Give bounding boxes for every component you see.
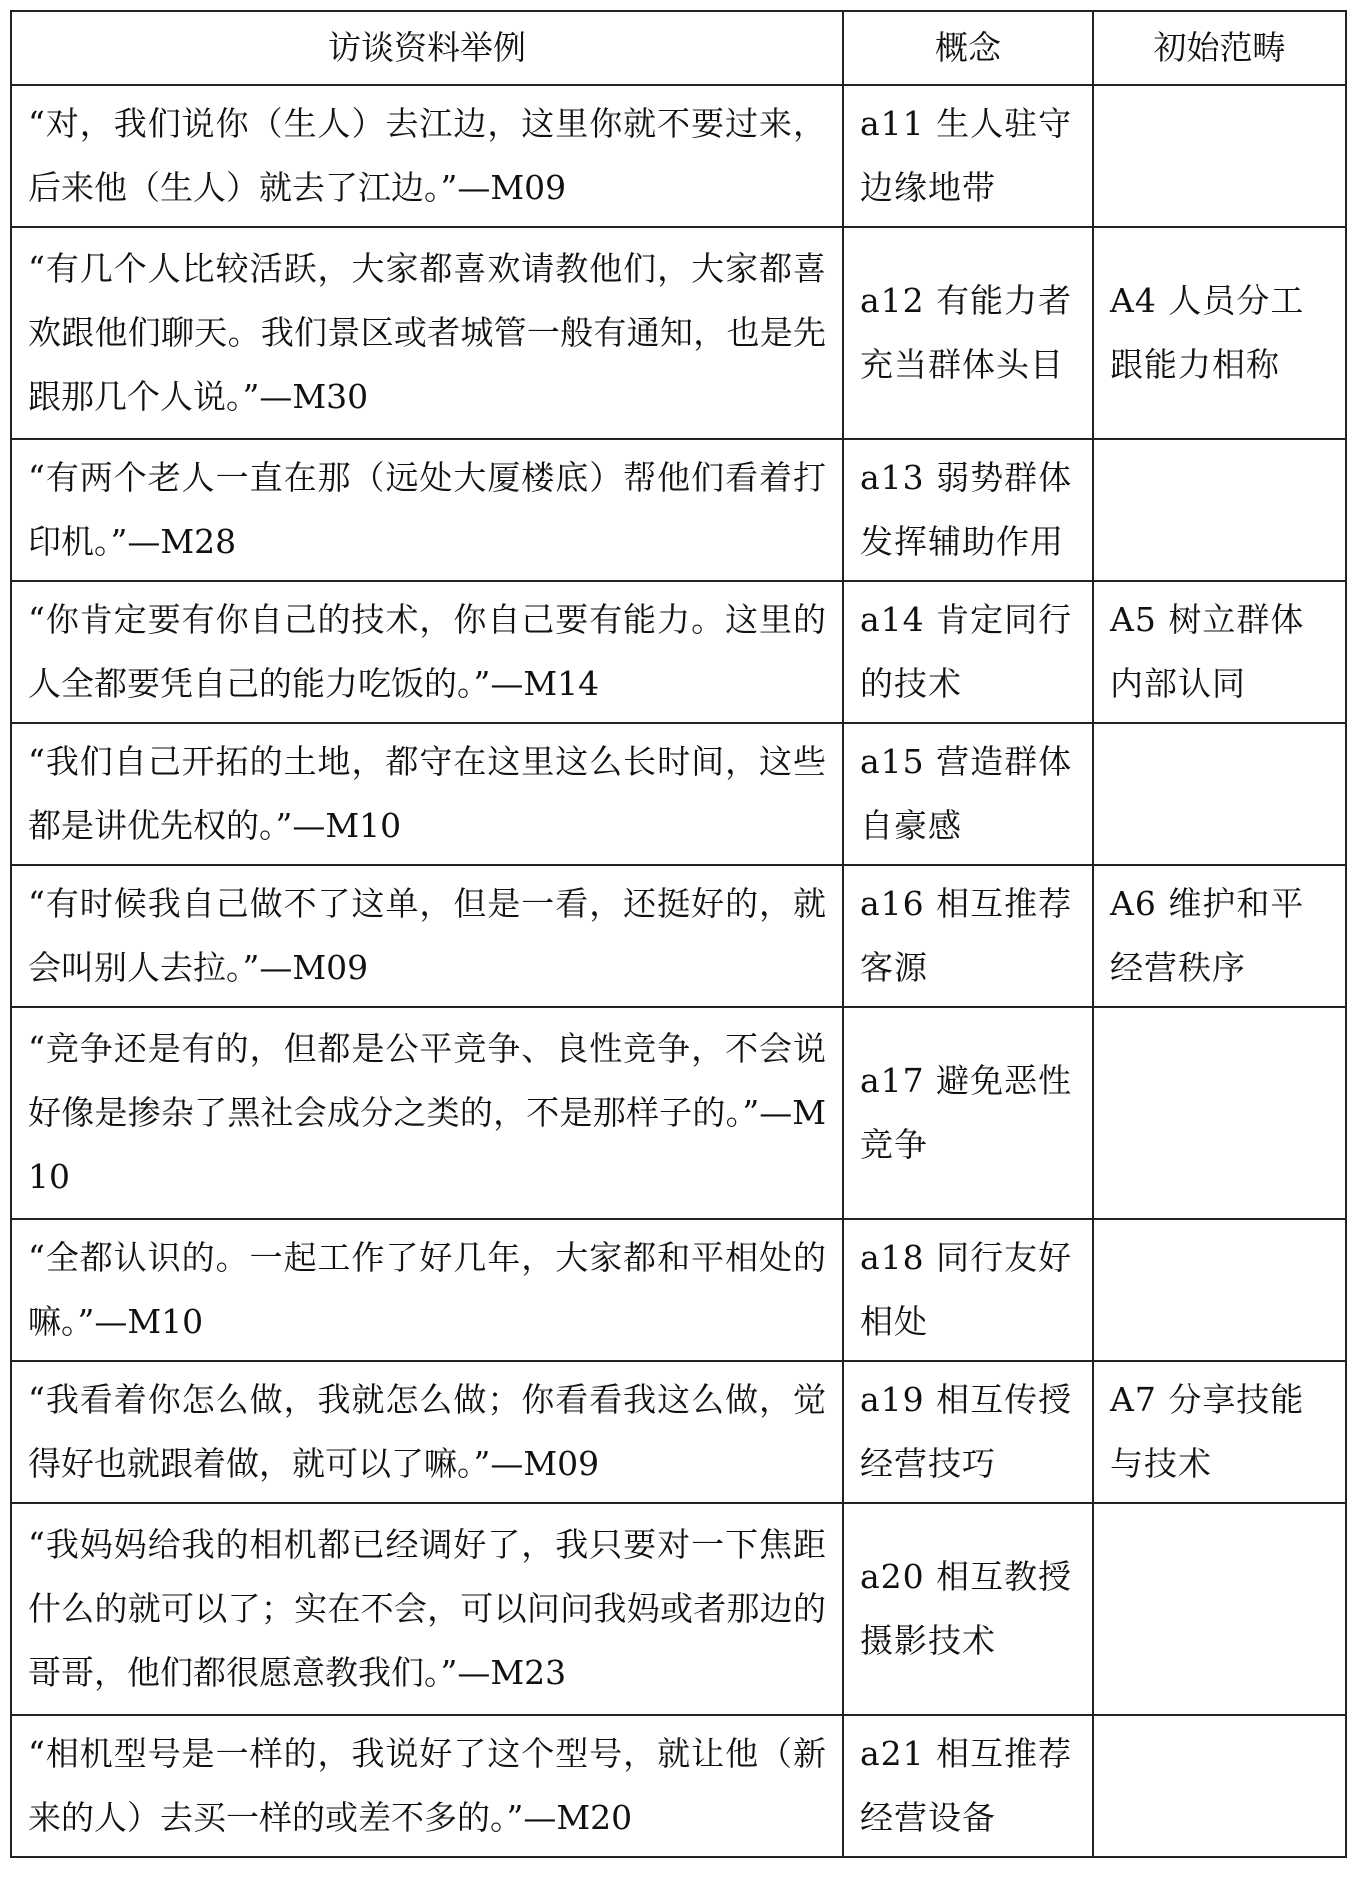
- table-row: [11, 1503, 1346, 1715]
- category-cell: [1093, 1219, 1346, 1361]
- category-cell: [1093, 723, 1346, 865]
- concept-cell: a12 有能力者充当群体头目: [843, 227, 1093, 439]
- quote-cell: “我们自己开拓的土地，都守在这里这么长时间，这些都是讲优先权的。”—M10: [11, 723, 843, 865]
- category-cell: [1093, 1503, 1346, 1715]
- table-row: [11, 1715, 1346, 1857]
- quote-cell: “有几个人比较活跃，大家都喜欢请教他们，大家都喜欢跟他们聊天。我们景区或者城管一般有通知，也是先跟那几个人说。”—M30: [11, 227, 843, 439]
- concept-cell: a16 相互推荐客源: [843, 865, 1093, 1007]
- category-cell: A4 人员分工跟能力相称: [1093, 227, 1346, 439]
- concept-cell: a14 肯定同行的技术: [843, 581, 1093, 723]
- concept-cell: a13 弱势群体发挥辅助作用: [843, 439, 1093, 581]
- concept-cell: a15 营造群体自豪感: [843, 723, 1093, 865]
- category-cell: A5 树立群体内部认同: [1093, 581, 1346, 723]
- coding-table: [10, 10, 1347, 1858]
- table-row: [11, 865, 1346, 1007]
- category-cell: [1093, 85, 1346, 227]
- quote-cell: “有时候我自己做不了这单，但是一看，还挺好的，就会叫别人去拉。”—M09: [11, 865, 843, 1007]
- quote-cell: “有两个老人一直在那（远处大厦楼底）帮他们看着打印机。”—M28: [11, 439, 843, 581]
- category-cell: A7 分享技能与技术: [1093, 1361, 1346, 1503]
- table-row: [11, 1007, 1346, 1219]
- quote-cell: “全都认识的。一起工作了好几年，大家都和平相处的嘛。”—M10: [11, 1219, 843, 1361]
- quote-cell: “相机型号是一样的，我说好了这个型号，就让他（新来的人）去买一样的或差不多的。”—M20: [11, 1715, 843, 1857]
- concept-cell: a21 相互推荐经营设备: [843, 1715, 1093, 1857]
- header-concept: 概念: [843, 11, 1093, 85]
- header-category: 初始范畴: [1093, 11, 1346, 85]
- table-row: [11, 581, 1346, 723]
- quote-cell: “对，我们说你（生人）去江边，这里你就不要过来，后来他（生人）就去了江边。”—M09: [11, 85, 843, 227]
- concept-cell: a19 相互传授经营技巧: [843, 1361, 1093, 1503]
- header-row: [11, 11, 1346, 85]
- table-row: [11, 1361, 1346, 1503]
- concept-cell: a17 避免恶性竞争: [843, 1007, 1093, 1219]
- table-row: [11, 85, 1346, 227]
- concept-cell: a18 同行友好相处: [843, 1219, 1093, 1361]
- category-cell: [1093, 1715, 1346, 1857]
- category-cell: [1093, 1007, 1346, 1219]
- quote-cell: “我妈妈给我的相机都已经调好了，我只要对一下焦距什么的就可以了；实在不会，可以问问我妈或者那边的哥哥，他们都很愿意教我们。”—M23: [11, 1503, 843, 1715]
- concept-cell: a11 生人驻守边缘地带: [843, 85, 1093, 227]
- category-cell: [1093, 439, 1346, 581]
- quote-cell: “竞争还是有的，但都是公平竞争、良性竞争，不会说好像是掺杂了黑社会成分之类的，不是那样子的。”—M10: [11, 1007, 843, 1219]
- table-row: [11, 227, 1346, 439]
- category-cell: A6 维护和平经营秩序: [1093, 865, 1346, 1007]
- table-row: [11, 439, 1346, 581]
- header-quote: 访谈资料举例: [11, 11, 843, 85]
- quote-cell: “你肯定要有你自己的技术，你自己要有能力。这里的人全都要凭自己的能力吃饭的。”—M14: [11, 581, 843, 723]
- table-row: [11, 1219, 1346, 1361]
- table-row: [11, 723, 1346, 865]
- quote-cell: “我看着你怎么做，我就怎么做；你看看我这么做，觉得好也就跟着做，就可以了嘛。”—M09: [11, 1361, 843, 1503]
- concept-cell: a20 相互教授摄影技术: [843, 1503, 1093, 1715]
